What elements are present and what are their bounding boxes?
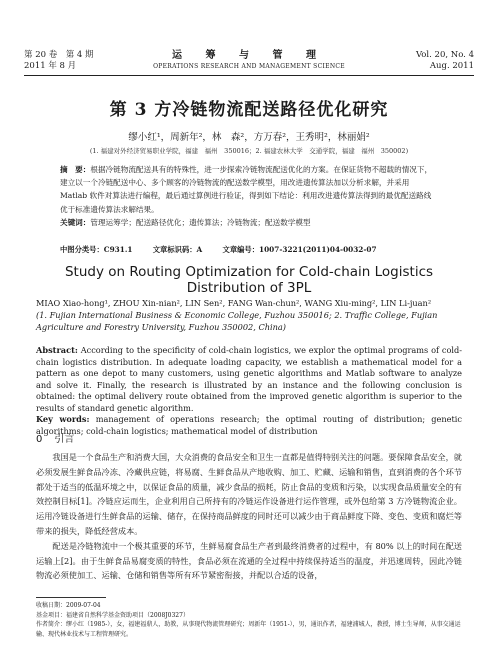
date-zh: 2011 年 8 月 <box>24 61 77 71</box>
footnotes <box>36 601 462 639</box>
body-text <box>36 450 462 583</box>
classification-line <box>60 243 438 256</box>
footnote-funding: 基金项目：福建省自然科学基金资助项目（2008J0327） <box>36 611 189 619</box>
abstract-zh-label: 摘 要： <box>60 165 91 174</box>
journal-name-en: OPERATIONS RESEARCH AND MANAGEMENT SCIENCE <box>153 63 345 70</box>
body-paragraph: 我国是一个食品生产和消费大国，大众消费的食品安全和卫生一直都是值得特别关注的问题。要保障食品安全，就必须发展生鲜食品冷冻、冷藏供应链，将易腐、生鲜食品从产地收购、加工、贮藏、运输和销售，直到消费的各个环节都处于适当的低温环境之中，以保证食品的质量，减少食品的损耗，防止食品的变质和污染，以实现食品质量安全的有效控制目标[1]。冷链应运而生，企业利用自己所持有的冷链运作设备进行运作管理，或外包给第 3 方冷链物流企业。运用冷链设备进行生鲜食品的运输、储存，在保持商品鲜度的同时还可以减少由于商品鲜度下降、变色、变质和腐烂等带来的损失，降低经营成本。 <box>36 452 462 536</box>
article-number: 文章编号：1007-3221(2011)04-0032-07 <box>222 245 377 254</box>
footnote-rule <box>36 597 106 598</box>
abstract-en <box>36 345 462 437</box>
abstract-zh <box>60 163 438 229</box>
keywords-en-label: Key words: <box>36 414 90 424</box>
volume-issue-zh: 第 20 卷 第 4 期 <box>24 50 94 60</box>
section-title: 引言 <box>54 434 75 445</box>
footnote-received: 收稿日期：2009-07-04 <box>36 602 101 609</box>
volume-issue-en: Vol. 20, No. 4 <box>415 50 474 60</box>
paper-title-zh: 第 3 方冷链物流配送路径优化研究 <box>109 100 389 120</box>
paper-title-en: Study on Routing Optimization for Cold-chain Logistics Distribution of 3PL <box>64 264 434 296</box>
journal-name-zh: 运 筹 与 管 理 <box>172 50 326 61</box>
footnote-author-bio: 作者简介：缪小红（1985-），女，福建福鼎人，助教，从事现代物流管理研究；周新年（1951-），男，通讯作者，福建浦城人，教授，博士生导师，从事交通运输、现代林业技术与工程管理研究。 <box>36 621 461 638</box>
body-paragraph: 配送是冷链物流中一个极其重要的环节，生鲜易腐食品生产者到最终消费者的过程中，有 80% 以上的时间在配送运输上[2]。由于生鲜食品易腐变质的特性，食品必须在流通的全过程中持续保持适当的温度，并迅速周转，因此冷链物流必须使加工、运输、仓储和销售等所有环节紧密衔接，并配以合适的设备， <box>36 540 462 581</box>
section-number: 0 <box>36 434 43 445</box>
authors-en: MIAO Xiao-hong¹, ZHOU Xin-nian², LIN Sen², FANG Wan-chun², WANG Xiu-ming², LIN Li-juan² <box>36 298 432 308</box>
section-heading <box>36 430 74 445</box>
affiliations-zh: (1. 福建对外经济贸易职业学院，福建 福州 350016；2. 福建农林大学 交通学院，福建 福州 350002) <box>89 147 409 155</box>
document-code: 文章标识码：A <box>152 245 203 254</box>
running-header <box>24 50 474 72</box>
header-center <box>24 50 474 72</box>
abstract-zh-text: 根据冷链物流配送具有的特殊性，进一步探索冷链物流配送优化的方案。在保证货物不超载的情况下，建立以一个冷链配送中心、多个顾客的冷链物流的配送数学模型，用改进遗传算法加以分析求解，并采用 Matlab 软件对算法进行编程，最后通过算例进行验证，得到如下结论：利用改进遗传算法得到的最优配送路线优于标准遗传算法求解结果。 <box>60 165 433 214</box>
abstract-en-text: According to the specificity of cold-chain logistics, we explor the optimal programs of cold-chain logistics distribution. In adequate loading capacity, we establish a mathematical model for a pattern as one depot to many customers, using genetic algorithms and Matlab software to analyze and solve it. Finally, the research is illustrated by an instance and the following conclusion is obtained: the optimal delivery route obtained from the improved genetic algorithm is superior to the results of standard genetic algorithm. <box>36 345 462 413</box>
date-en: Aug. 2011 <box>429 61 474 71</box>
keywords-zh-label: 关键词： <box>60 217 91 227</box>
keywords-en-text: management of operations research; the optimal routing of distribution; genetic algorithms; cold-chain logistics; mathematical model of distribution <box>36 414 463 436</box>
affiliations-en: (1. Fujian International Business & Economic College, Fuzhou 350016; 2. Traffic College, Fujian Agriculture and Forestry University, Fuzhou 350002, China) <box>36 310 438 332</box>
clc-number: 中图分类号：C931.1 <box>60 245 133 254</box>
header-right <box>416 50 474 72</box>
keywords-zh-text: 管理运筹学；配送路径优化；遗传算法；冷链物流；配送数学模型 <box>90 217 311 227</box>
authors-block-en <box>36 297 462 333</box>
abstract-en-label: Abstract: <box>36 345 78 355</box>
header-rule <box>24 75 474 76</box>
authors-zh: 缪小红¹，周新年²，林 森²，方万春²，王秀明²，林丽娟² <box>128 132 370 143</box>
